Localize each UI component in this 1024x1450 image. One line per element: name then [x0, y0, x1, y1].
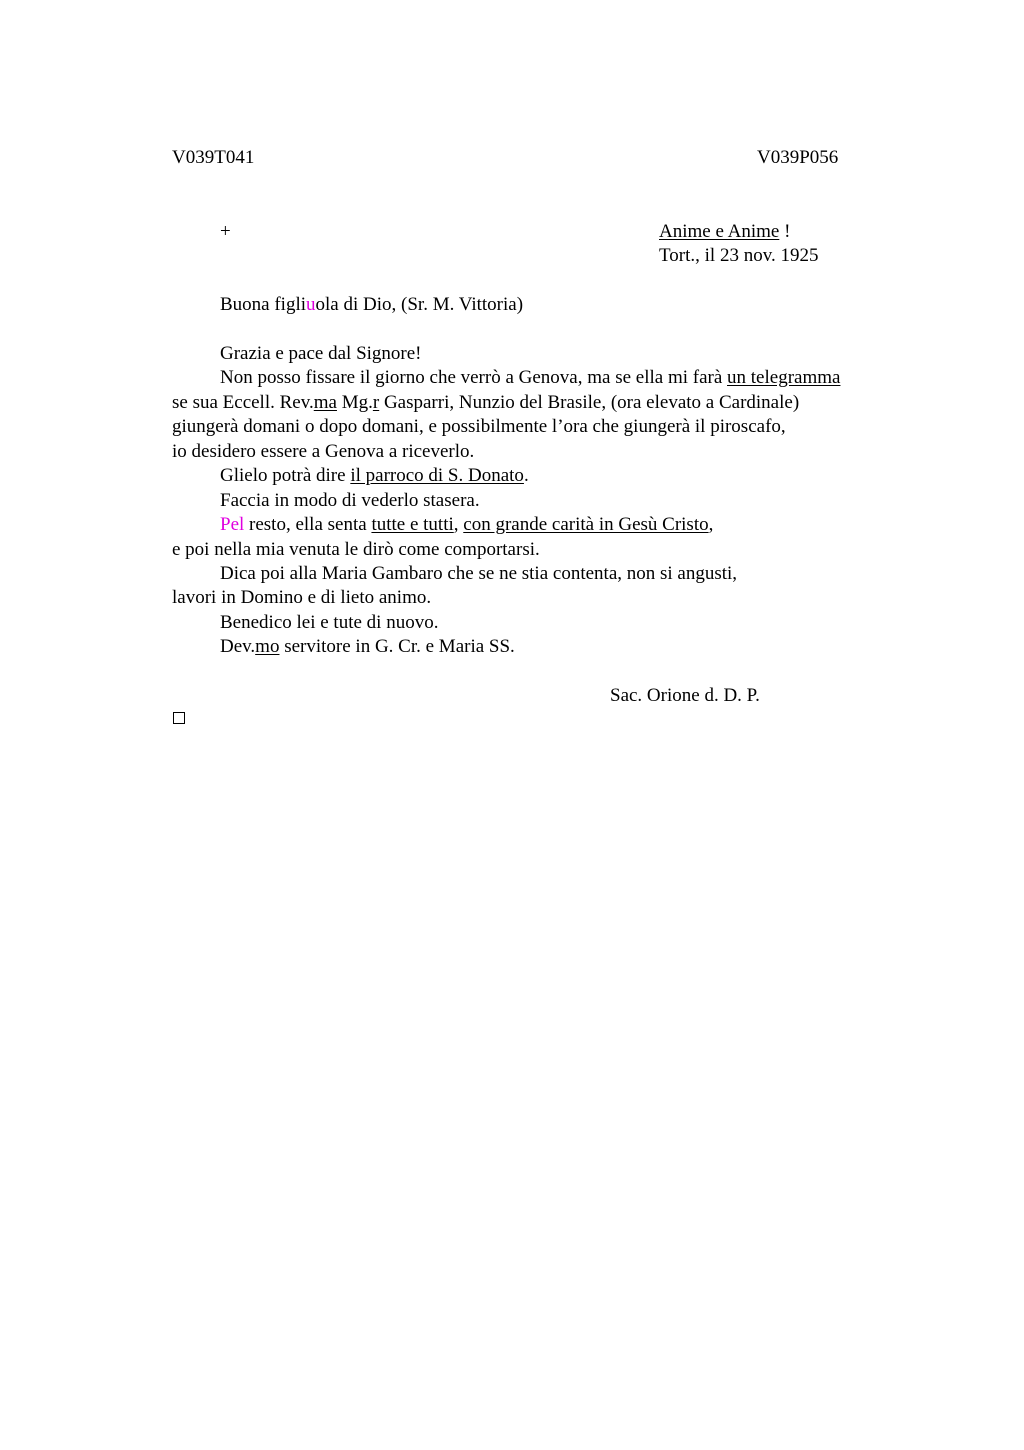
- body-line: Grazia e pace dal Signore!: [220, 343, 422, 364]
- document-code-left: V039T041: [172, 147, 255, 168]
- body-line: Glielo potrà dire il parroco di S. Donato.: [220, 465, 529, 486]
- signature: Sac. Orione d. D. P.: [610, 685, 760, 706]
- body-line: giungerà domani o dopo domani, e possibilmente l’ora che giungerà il piroscafo,: [172, 416, 786, 437]
- body-line: e poi nella mia venuta le dirò come comportarsi.: [172, 539, 540, 560]
- end-marker-box: [173, 712, 185, 724]
- salutation: Buona figliuola di Dio, (Sr. M. Vittoria): [220, 294, 524, 315]
- body-line: se sua Eccell. Rev.ma Mg.r Gasparri, Nunzio del Brasile, (ora elevato a Cardinale): [172, 392, 800, 413]
- body-line: Pel resto, ella senta tutte e tutti, con grande carità in Gesù Cristo,: [220, 514, 714, 535]
- body-line: io desidero essere a Genova a riceverlo.: [172, 441, 475, 462]
- document-code-right: V039P056: [757, 147, 839, 168]
- body-line: Faccia in modo di vederlo stasera.: [220, 490, 480, 511]
- motto-suffix: !: [779, 221, 791, 242]
- body-line: Dica poi alla Maria Gambaro che se ne stia contenta, non si angusti,: [220, 563, 738, 584]
- body-line: Benedico lei e tute di nuovo.: [220, 612, 439, 633]
- motto: [659, 220, 790, 244]
- body-line: Dev.mo servitore in G. Cr. e Maria SS.: [220, 636, 515, 657]
- cross-symbol: +: [220, 221, 231, 242]
- body-line: lavori in Domino e di lieto animo.: [172, 587, 432, 608]
- highlighted-word: Pel: [220, 514, 245, 535]
- highlighted-letter: u: [306, 294, 316, 315]
- motto-underlined: Anime e Anime: [659, 221, 780, 242]
- place-date: Tort., il 23 nov. 1925: [659, 245, 819, 266]
- body-line: Non posso fissare il giorno che verrò a Genova, ma se ella mi farà un telegramma: [220, 367, 841, 388]
